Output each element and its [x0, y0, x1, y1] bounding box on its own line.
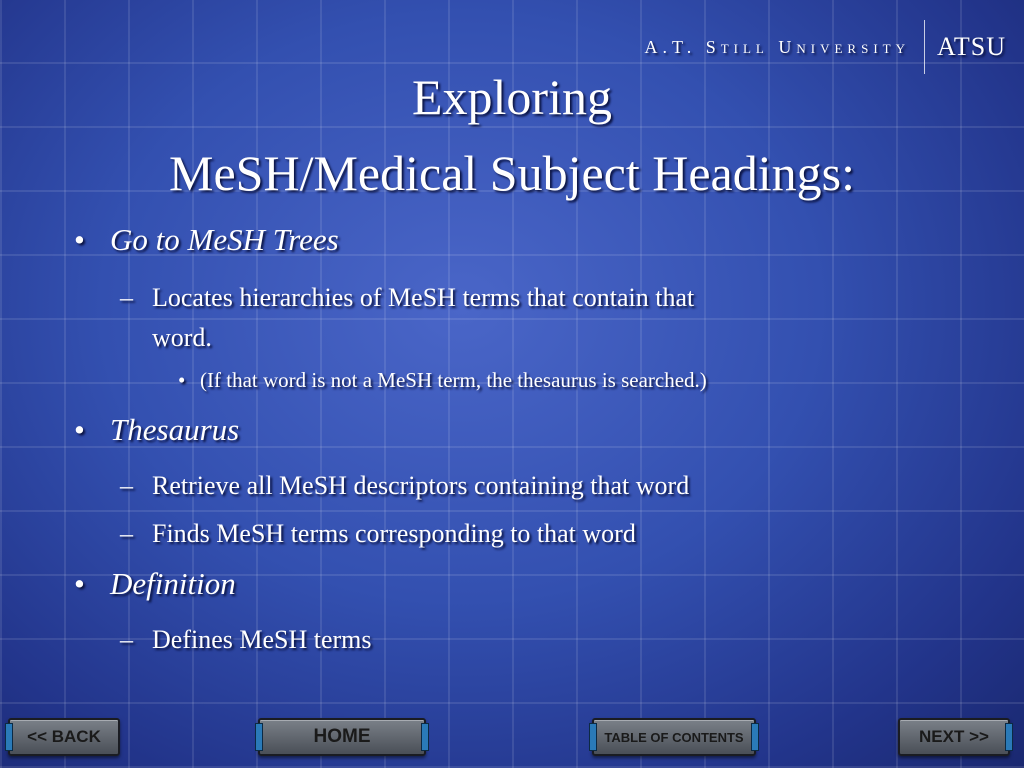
home-button-cap-right	[421, 723, 429, 751]
next-button-label: NEXT >>	[919, 727, 989, 746]
slide-title-line2: MeSH/Medical Subject Headings:	[169, 145, 855, 201]
sub-bullet-dash: –	[120, 625, 133, 654]
back-button[interactable]	[8, 718, 120, 756]
sub-bullet-dash: –	[120, 471, 133, 500]
sub-bullet-locates-hierarchies	[120, 278, 880, 358]
next-button[interactable]	[898, 718, 1010, 756]
university-name: A.T. Still University	[644, 36, 910, 57]
bullet-dot: •	[74, 566, 85, 601]
bullet-label: Go to MeSH Trees	[110, 222, 339, 257]
toc-button-label: TABLE OF CONTENTS	[604, 729, 744, 745]
back-button-label: << BACK	[27, 727, 101, 746]
sub-bullet-finds-terms	[120, 514, 880, 554]
sub-bullet-dash: –	[120, 283, 133, 312]
note-dot: •	[178, 368, 186, 392]
home-button[interactable]	[258, 718, 426, 756]
sub-bullet-retrieve-descriptors	[120, 466, 880, 506]
bullet-dot: •	[74, 222, 85, 257]
bullet-mesh-trees	[74, 222, 339, 258]
bullet-label: Thesaurus	[110, 412, 240, 447]
bullet-definition	[74, 566, 236, 602]
bullet-label: Definition	[110, 566, 236, 601]
back-button-cap	[5, 723, 13, 751]
sub-bullet-text-line1: Locates hierarchies of MeSH terms that contain that	[152, 283, 695, 312]
sub-bullet-text: Retrieve all MeSH descriptors containing that word	[152, 471, 690, 500]
slide-title-line1: Exploring	[412, 69, 612, 125]
home-button-label: HOME	[313, 726, 371, 747]
table-of-contents-button[interactable]	[592, 718, 756, 756]
note-text: (If that word is not a MeSH term, the thesaurus is searched.)	[200, 368, 707, 392]
home-button-cap-left	[255, 723, 263, 751]
sub-bullet-defines-terms	[120, 620, 880, 660]
bullet-dot: •	[74, 412, 85, 447]
atsu-logo: ATSU	[936, 32, 1006, 61]
toc-button-cap-right	[751, 723, 759, 751]
note-thesaurus-searched	[178, 368, 707, 393]
bullet-thesaurus	[74, 412, 239, 448]
toc-button-cap-left	[589, 723, 597, 751]
sub-bullet-text-line2: word.	[152, 323, 212, 352]
sub-bullet-dash: –	[120, 519, 133, 548]
next-button-cap	[1005, 723, 1013, 751]
sub-bullet-text: Finds MeSH terms corresponding to that word	[152, 519, 636, 548]
sub-bullet-text: Defines MeSH terms	[152, 625, 372, 654]
